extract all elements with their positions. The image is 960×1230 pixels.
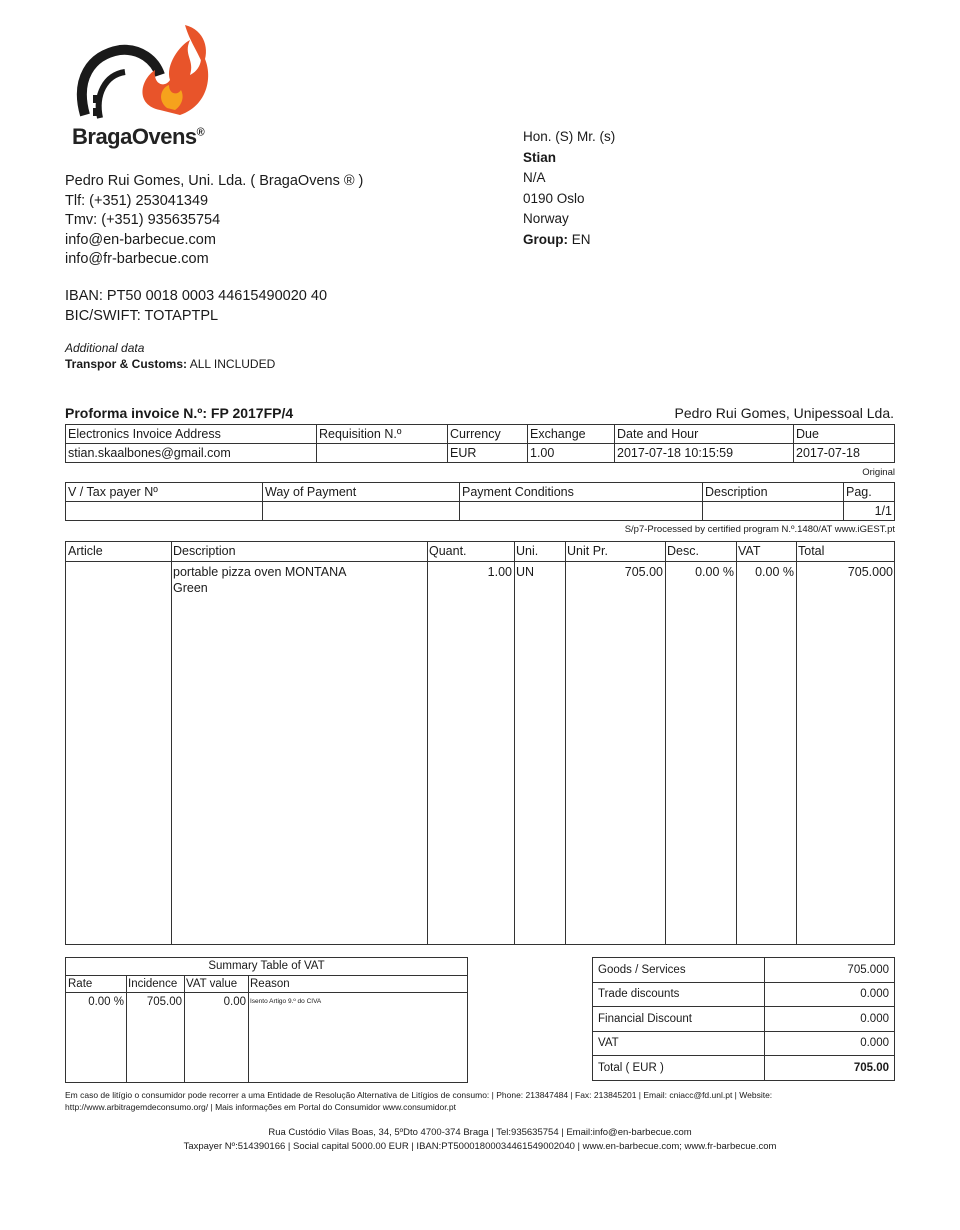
customer-block [523,127,615,250]
column-divider [514,542,515,944]
legal-line-2: http://www.arbitragemdeconsumo.org/ | Mais informações em Portal do Consumidor www.consumidor.pt [65,1102,457,1112]
company-email-fr: info@fr-barbecue.com [65,251,209,267]
description-cell [703,502,844,521]
item-unit-price: 705.00 [624,565,663,579]
table-row [593,1031,895,1056]
table-row [66,502,895,521]
payment-way-cell [263,502,460,521]
customer-name: Stian [523,149,557,165]
totals-table [592,957,895,1081]
header-cell: Date and Hour [615,425,794,444]
header-desc: Desc. [667,544,699,558]
vat-rate: 0.00 % [88,996,124,1008]
header-cell: Requisition N.º [317,425,448,444]
customer-country: Norway [523,211,569,226]
bic-swift: BIC/SWIFT: TOTAPTPL [65,307,219,324]
page-cell: 1/1 [844,502,895,521]
customer-group-label: Group: [523,231,568,247]
payment-table [65,482,895,521]
header-cell: Payment Conditions [460,483,703,502]
vat-header-reason: Reason [250,978,290,990]
brand-logo-text: BragaOvens® [72,124,205,149]
original-label: Original [862,467,895,478]
vat-header-incidence: Incidence [128,978,178,990]
column-divider [248,975,249,1082]
company-email-en: info@en-barbecue.com [65,231,216,248]
column-divider [171,542,172,944]
column-divider [427,542,428,944]
header-cell: V / Tax payer Nº [66,483,263,502]
item-description [173,564,346,596]
company-footer [0,1126,960,1154]
header-article: Article [68,544,103,558]
iban: IBAN: PT50 0018 0003 44615490020 40 [65,288,328,304]
bank-details [65,287,327,326]
column-divider [796,542,797,944]
total-value: 0.000 [765,1007,895,1032]
requisition-cell [317,444,448,463]
header-unit-price: Unit Pr. [567,544,608,558]
column-divider [126,975,127,1082]
company-mobile: Tmv: (+351) 935635754 [65,212,221,228]
column-divider [565,542,566,944]
header-cell: Electronics Invoice Address [66,425,317,444]
table-row [593,958,895,983]
invoice-title: Proforma invoice N.º: FP 2017FP/4 [65,405,294,421]
vat-incidence: 705.00 [146,996,182,1008]
column-divider [736,542,737,944]
header-vat: VAT [738,544,761,558]
due-cell: 2017-07-18 [794,444,895,463]
date-hour-cell: 2017-07-18 10:15:59 [615,444,794,463]
total-value: 0.000 [765,982,895,1007]
taxpayer-cell [66,502,263,521]
invoice-info-table [65,424,895,463]
customer-group-value: EN [568,231,591,247]
vat-summary-table [65,957,468,1083]
footer-address: Rua Custódio Vilas Boas, 34, 5ºDto 4700-374 Braga | Tel:935635754 | Email:info@en-barbecue.com [268,1127,692,1138]
issuer-name: Pedro Rui Gomes, Unipessoal Lda. [674,405,894,421]
legal-footer [65,1089,895,1113]
certification-note: S/p7-Processed by certified program N.º.1480/AT www.iGEST.pt [624,524,895,535]
item-description-line1: portable pizza oven MONTANA [173,565,347,579]
table-row [593,1056,895,1081]
vat-header-value: VAT value [186,978,238,990]
column-divider [184,975,185,1082]
line-items-table [65,541,895,945]
currency-cell: EUR [448,444,528,463]
exchange-cell: 1.00 [528,444,615,463]
company-name: Pedro Rui Gomes, Uni. Lda. ( BragaOvens ® ) [65,173,364,189]
customer-salutation: Hon. (S) Mr. (s) [523,129,616,144]
item-description-line2: Green [173,581,208,595]
additional-data-heading: Additional data [65,341,145,355]
item-uni: UN [516,565,535,579]
item-total: 705.000 [847,565,893,579]
total-label: Goods / Services [593,958,765,983]
header-cell: Currency [448,425,528,444]
payment-conditions-cell [460,502,703,521]
total-label: Trade discounts [593,982,765,1007]
header-description: Description [173,544,236,558]
invoice-email-cell: stian.skaalbones@gmail.com [66,444,317,463]
table-row [66,444,895,463]
footer-taxpayer: Taxpayer Nº:514390166 | Social capital 5000.00 EUR | IBAN:PT50001800034461549002040 | www.en-barbecue.com; www.fr-barbecue.com [183,1141,777,1152]
total-value: 0.000 [765,1031,895,1056]
header-cell: Pag. [844,483,895,502]
company-block [65,172,363,270]
table-row [66,425,895,444]
total-value: 705.000 [765,958,895,983]
additional-data [65,340,275,372]
header-cell: Way of Payment [263,483,460,502]
table-row [593,1007,895,1032]
table-row [593,982,895,1007]
transport-label: Transpor & Customs: [65,357,188,371]
grand-total-value: 705.00 [765,1056,895,1081]
company-phone: Tlf: (+351) 253041349 [65,192,209,209]
grand-total-label: Total ( EUR ) [593,1056,765,1081]
total-label: VAT [593,1031,765,1056]
total-label: Financial Discount [593,1007,765,1032]
customer-postcode-city: 0190 Oslo [523,190,585,206]
customer-address-line: N/A [523,170,546,185]
vat-summary-title: Summary Table of VAT [208,960,325,972]
item-desc: 0.00 % [695,565,734,579]
header-uni: Uni. [516,544,539,558]
header-cell: Exchange [528,425,615,444]
vat-header-rate: Rate [68,978,93,990]
vat-value: 0.00 [223,996,246,1008]
item-quant: 1.00 [487,565,512,579]
legal-line-1: Em caso de litígio o consumidor pode recorrer a uma Entidade de Resolução Alternativa de Litígios de consumo: | Phone: 213847484 | Fax: 213845201 | Email: cniacc@fd.unl.pt | Website: [65,1090,773,1100]
column-divider [665,542,666,944]
table-row [66,483,895,502]
header-total: Total [798,544,825,558]
item-vat: 0.00 % [755,565,794,579]
header-cell: Description [703,483,844,502]
transport-value: ALL INCLUDED [187,357,276,371]
header-quant: Quant. [429,544,467,558]
header-cell: Due [794,425,895,444]
vat-reason: Isento Artigo 9.º do CIVA [250,998,322,1005]
